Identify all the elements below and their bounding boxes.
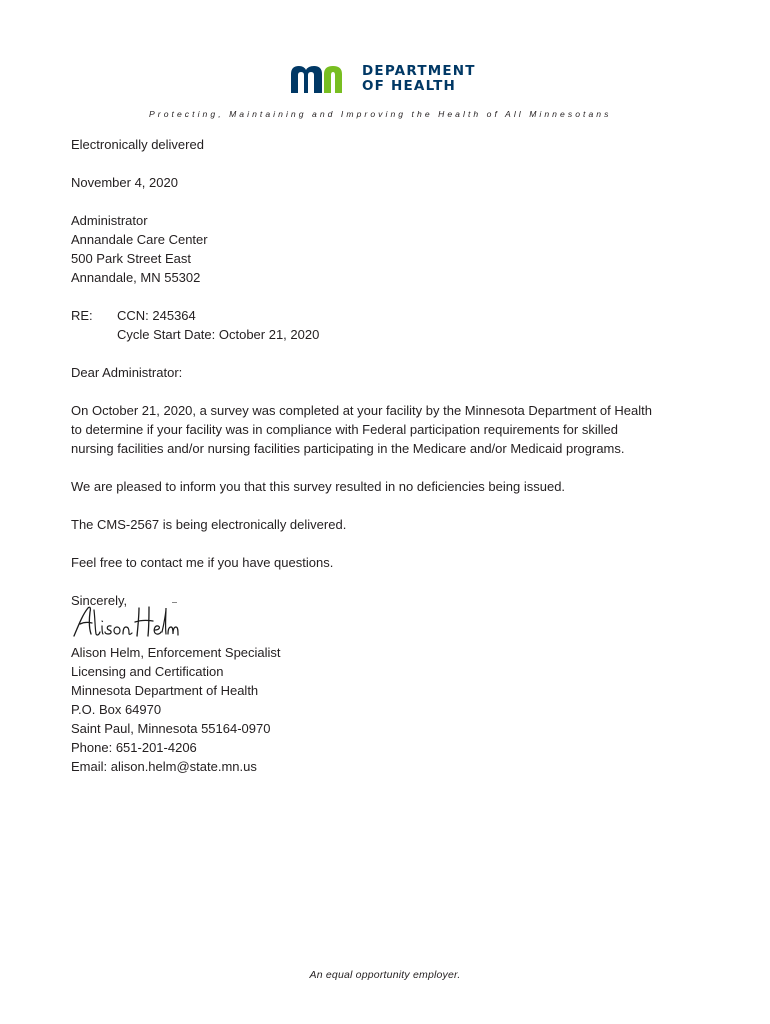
handwritten-signature (71, 602, 181, 640)
cycle-start-line: Cycle Start Date: October 21, 2020 (117, 327, 320, 342)
paragraph-line: nursing facilities and/or nursing facilities participating in the Medicare and/or Medicaid programs. (71, 441, 625, 456)
recipient-line: 500 Park Street East (71, 251, 191, 266)
paragraph-contact: Feel free to contact me if you have questions. (71, 555, 334, 570)
recipient-line: Annandale Care Center (71, 232, 208, 247)
signature-mark (172, 602, 177, 603)
signer-block (71, 643, 701, 776)
ccn-line: CCN: 245364 (117, 308, 196, 323)
mn-logo-mark-icon (289, 64, 353, 94)
logo-line-2: OF HEALTH (362, 78, 457, 94)
signer-email: Email: alison.helm@state.mn.us (71, 759, 257, 774)
paragraph-line: to determine if your facility was in compliance with Federal participation requirements for skilled (71, 422, 618, 437)
reference-lines (117, 306, 319, 344)
paragraph-result: We are pleased to inform you that this survey resulted in no deficiencies being issued. (71, 479, 566, 494)
recipient-line: Administrator (71, 213, 148, 228)
logo-wordmark (362, 64, 476, 94)
signer-line: P.O. Box 64970 (71, 702, 162, 717)
re-label: RE: (71, 308, 93, 323)
paragraph-survey (71, 401, 701, 458)
paragraph-cms: The CMS-2567 is being electronically delivered. (71, 517, 347, 532)
signature-area (71, 602, 701, 643)
letterhead-tagline: Protecting, Maintaining and Improving the Health of All Minnesotans (149, 109, 612, 119)
letter-body (71, 135, 701, 795)
signer-line: Licensing and Certification (71, 664, 224, 679)
recipient-address (71, 211, 701, 287)
footer-eoe: An equal opportunity employer. (309, 969, 461, 981)
signer-phone: Phone: 651-201-4206 (71, 740, 197, 755)
signer-line: Minnesota Department of Health (71, 683, 259, 698)
signer-line: Saint Paul, Minnesota 55164-0970 (71, 721, 271, 736)
recipient-line: Annandale, MN 55302 (71, 270, 201, 285)
letter-date: November 4, 2020 (71, 175, 178, 190)
closing: Sincerely, (71, 593, 128, 608)
mdh-logo (289, 64, 476, 94)
paragraph-line: On October 21, 2020, a survey was completed at your facility by the Minnesota Department of Health (71, 403, 652, 418)
reference-block (71, 306, 701, 344)
salutation: Dear Administrator: (71, 365, 183, 380)
signer-line: Alison Helm, Enforcement Specialist (71, 645, 281, 660)
logo-line-1: DEPARTMENT (362, 63, 476, 79)
delivery-method: Electronically delivered (71, 137, 204, 152)
